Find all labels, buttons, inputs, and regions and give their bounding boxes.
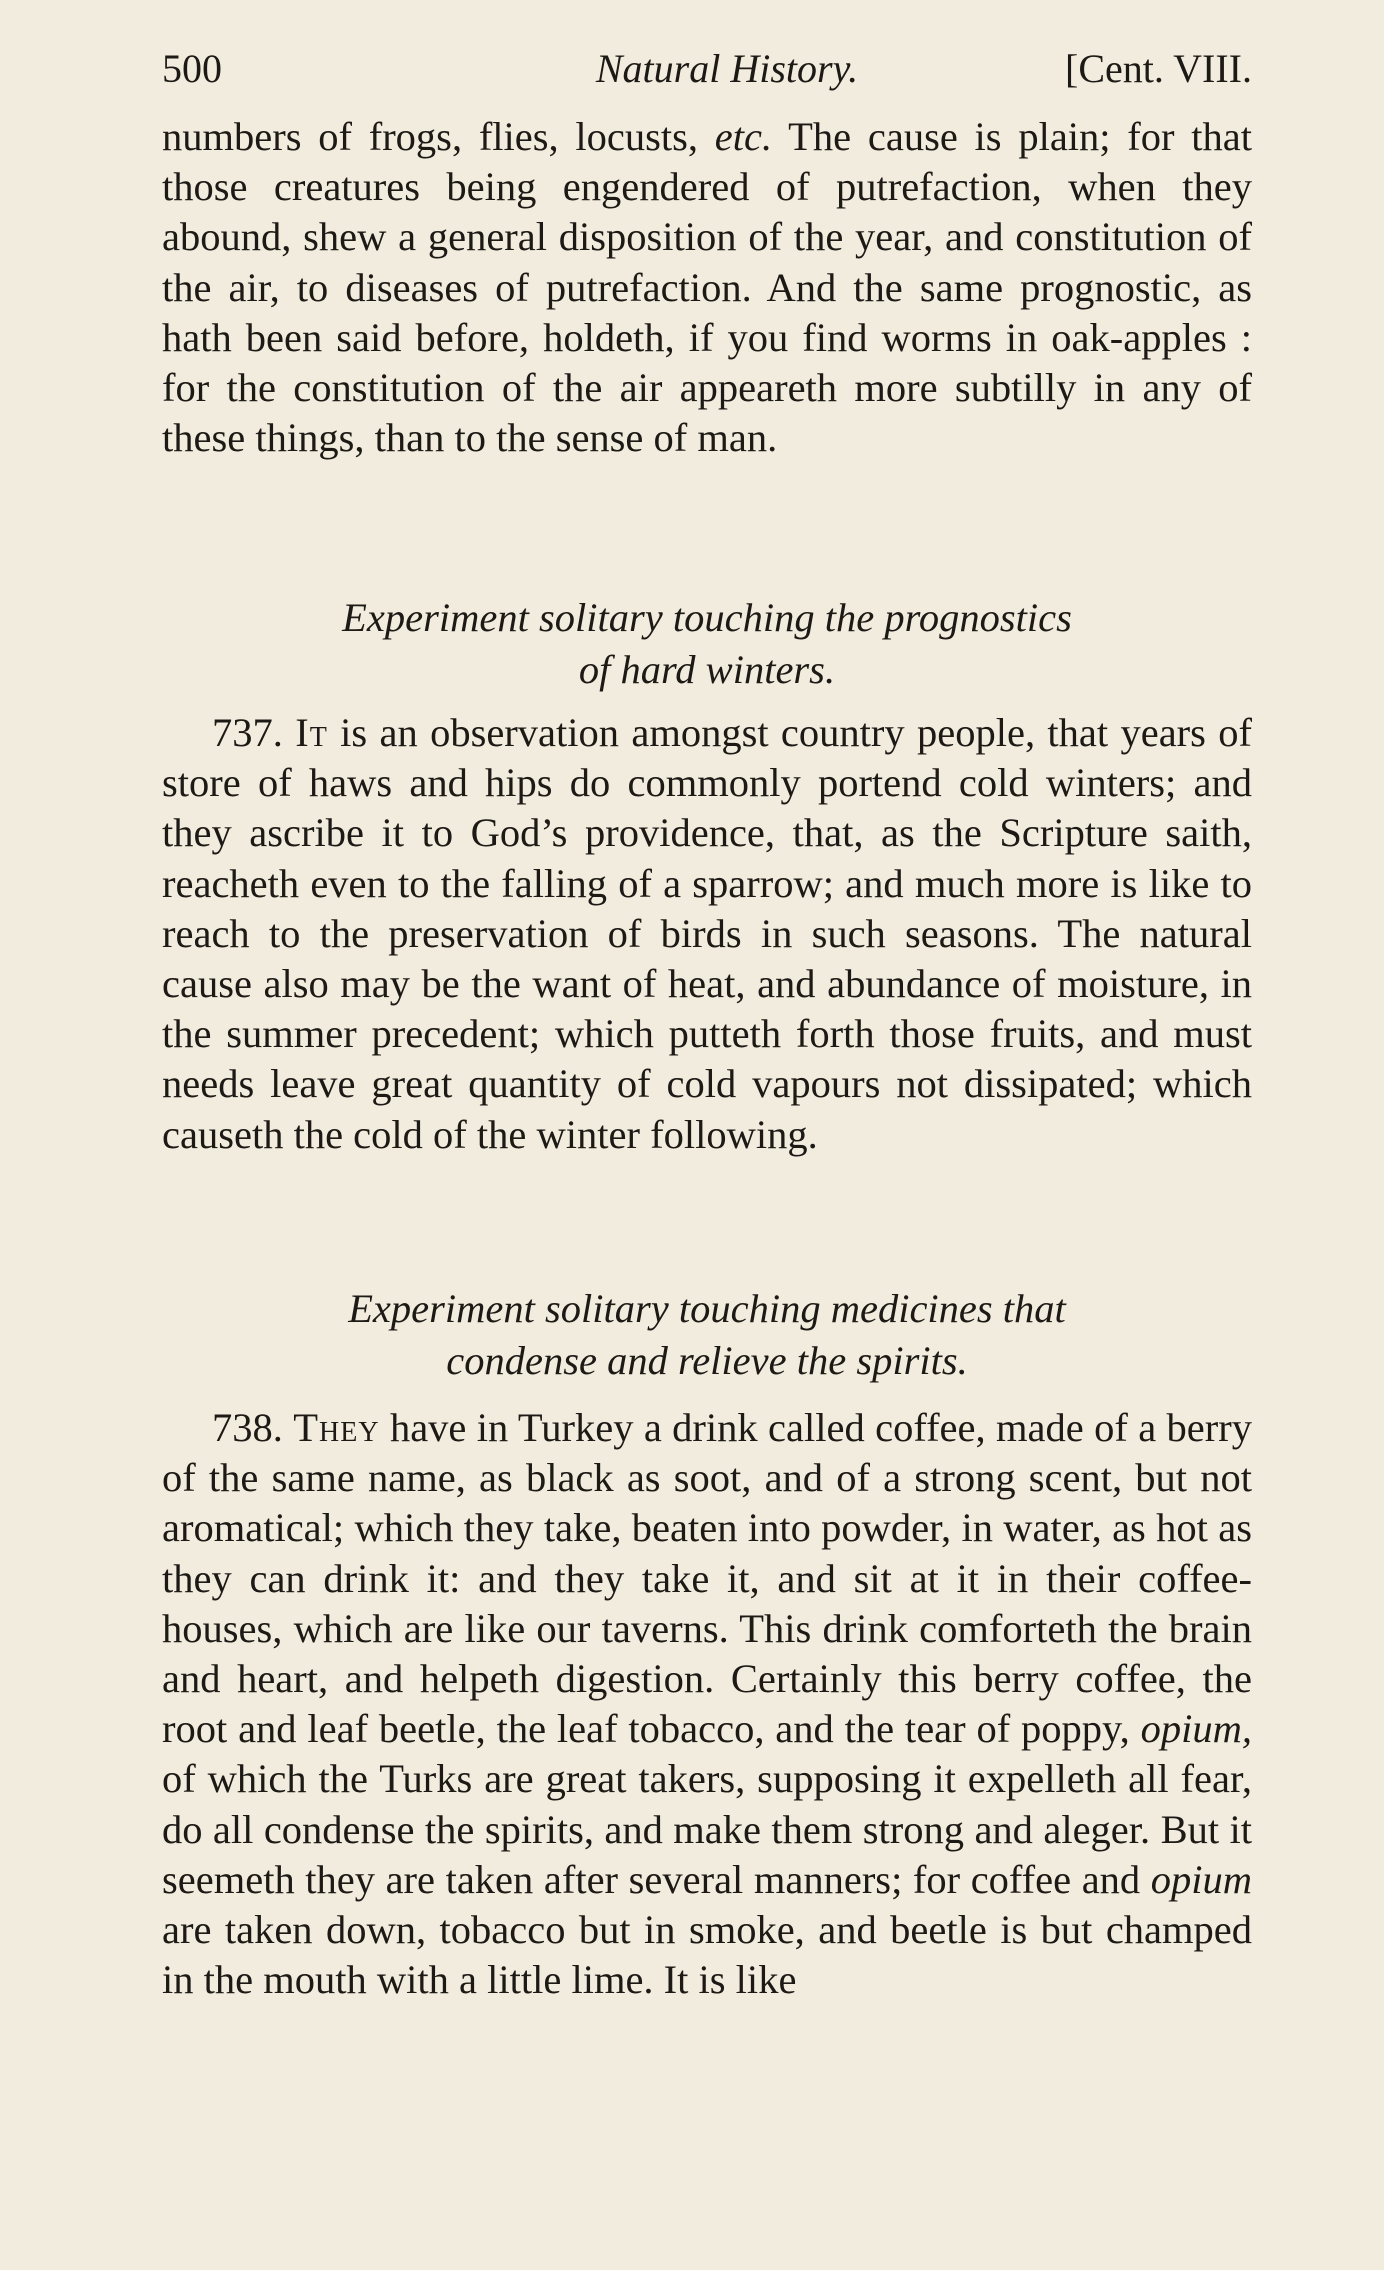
paragraph-738 — [162, 1403, 1252, 2005]
paragraph-738-text-1: have in Turkey a drink called coffee, made of a berry of the same name, as black as soot, and of a strong scent, but not aromatical; which they take, beaten into powder, in water, as hot as they can drink it: and they take it, and sit at it in their coffee-houses, which are like our taverns. This drink comforteth the brain and heart, and helpeth digestion. Certainly this berry coffee, the root and leaf beetle, the leaf tobacco, and the tear of poppy, — [162, 1405, 1253, 1752]
paragraph-number-738: 738. — [212, 1405, 283, 1450]
running-title: Natural History. — [595, 46, 859, 91]
intro-text-rest: The cause is plain; for that those creatures being engendered of putrefaction, when they abound, shew a general disposition of the year, and constitution of the air, to diseases of putrefaction. And the same prognostic, as hath been said before, holdeth, if you find worms in oak-apples : for the constitution of the air appeareth more subtilly in any of these things, than to the sense of man. — [162, 114, 1252, 461]
heading-738 — [162, 1283, 1252, 1387]
intro-text-start: numbers of frogs, flies, locusts, — [162, 114, 715, 159]
running-header — [162, 38, 1252, 100]
paragraph-number-737: 737. — [212, 710, 283, 755]
paragraph-738-opium-1: opium, — [1140, 1706, 1252, 1752]
paragraph-738-opium-2: opium — [1150, 1856, 1252, 1902]
paragraph-738-text-2: of which the Turks are great takers, supposing it expelleth all fear, do all condense the spirits, and make them strong and aleger. But it seemeth they are taken after several manners; for coffee and — [162, 1756, 1252, 1902]
intro-etc: etc. — [714, 114, 773, 159]
intro-paragraph — [162, 112, 1252, 463]
heading-737-line2: of hard winters. — [578, 647, 836, 692]
section-label: [Cent. VIII. — [1065, 46, 1252, 91]
heading-738-line1: Experiment solitary touching medicines that — [348, 1286, 1066, 1331]
paragraph-737-text: is an observation amongst country people, that years of store of haws and hips do commonly portend cold winters; and they ascribe it to God’s providence, that, as the Scripture saith, reacheth even to the falling of a sparrow; and much more is like to reach to the preservation of birds in such seasons. The natural cause also may be the want of heat, and abundance of moisture, in the summer precedent; which putteth forth those fruits, and must needs leave great quantity of cold vapours not dissipated; which causeth the cold of the winter following. — [162, 710, 1252, 1157]
paragraph-738-lead: They — [293, 1405, 380, 1450]
paragraph-737 — [162, 708, 1252, 1160]
heading-738-line2: condense and relieve the spirits. — [446, 1338, 968, 1383]
paragraph-738-text-3: are taken down, tobacco but in smoke, and beetle is but champed in the mouth with a little lime. It is like — [162, 1907, 1252, 2003]
paragraph-737-lead: It — [295, 710, 328, 755]
heading-737 — [162, 592, 1252, 696]
heading-737-line1: Experiment solitary touching the prognostics — [342, 595, 1072, 640]
page-number: 500 — [162, 46, 222, 91]
